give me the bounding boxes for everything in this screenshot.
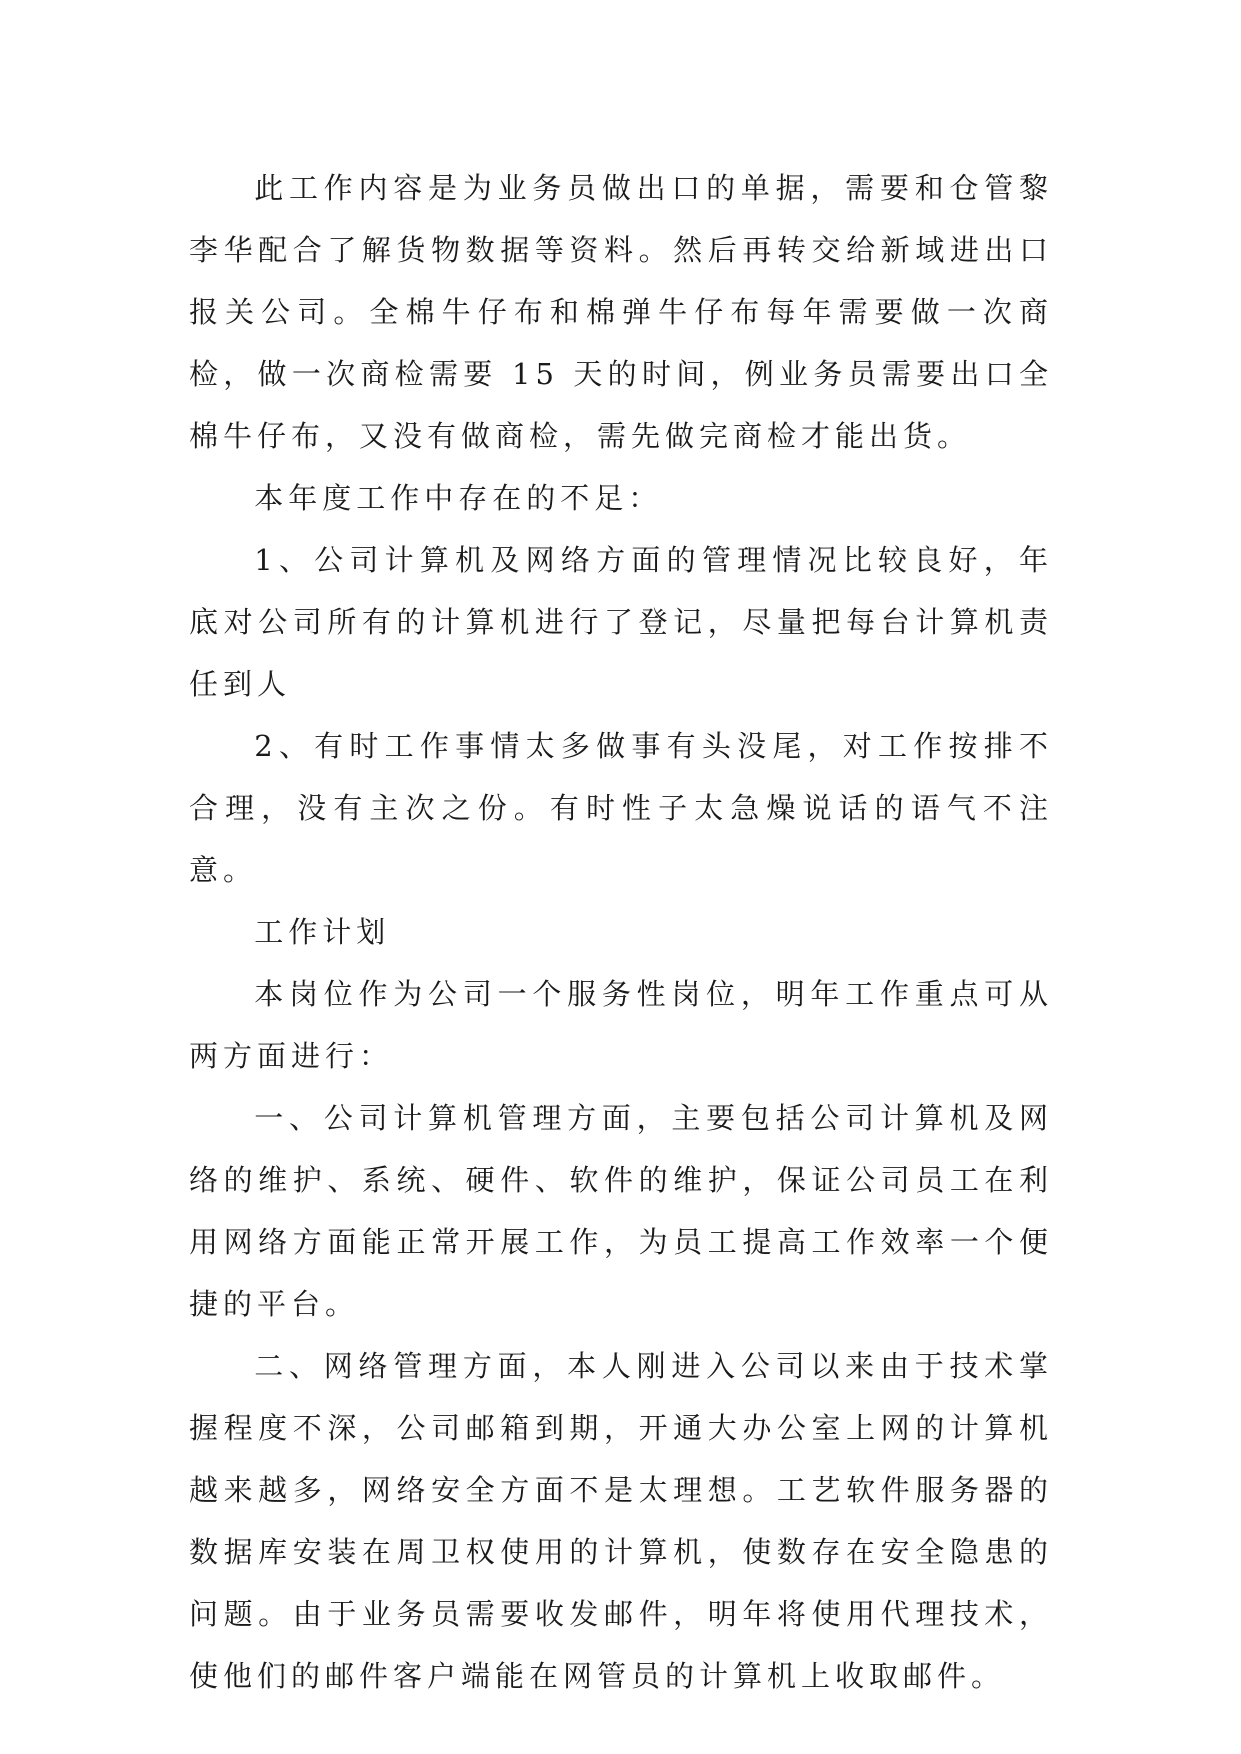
paragraph-shortcoming-1: 1、公司计算机及网络方面的管理情况比较良好，年底对公司所有的计算机进行了登记，尽量把每台计算机责任到人 bbox=[189, 543, 1053, 701]
paragraph-plan-computer-management: 一、公司计算机管理方面，主要包括公司计算机及网络的维护、系统、硬件、软件的维护，保证公司员工在利用网络方面能正常开展工作，为员工提高工作效率一个便捷的平台。 bbox=[189, 1101, 1053, 1321]
paragraph-shortcoming-2: 2、有时工作事情太多做事有头没尾，对工作按排不合理，没有主次之份。有时性子太急燥说话的语气不注意。 bbox=[189, 729, 1053, 887]
paragraph-export-documents: 此工作内容是为业务员做出口的单据，需要和仓管黎李华配合了解货物数据等资料。然后再转交给新域进出口报关公司。全棉牛仔布和棉弹牛仔布每年需要做一次商检，做一次商检需要 15 天的时间，例业务员需要出口全棉牛仔布，又没有做商检，需先做完商检才能出货。 bbox=[189, 171, 1053, 453]
paragraph-shortcomings-heading: 本年度工作中存在的不足： bbox=[254, 481, 663, 515]
paragraph-work-plan-intro: 本岗位作为公司一个服务性岗位，明年工作重点可从两方面进行： bbox=[189, 977, 1053, 1073]
paragraph-work-plan-heading: 工作计划 bbox=[254, 915, 391, 949]
paragraph-plan-network-management: 二、网络管理方面，本人刚进入公司以来由于技术掌握程度不深，公司邮箱到期，开通大办公室上网的计算机越来越多，网络安全方面不是太理想。工艺软件服务器的数据库安装在周卫权使用的计算机，使数存在安全隐患的问题。由于业务员需要收发邮件，明年将使用代理技术，使他们的邮件客户端能在网管员的计算机上收取邮件。 bbox=[189, 1349, 1053, 1693]
document-body bbox=[189, 157, 1053, 1707]
